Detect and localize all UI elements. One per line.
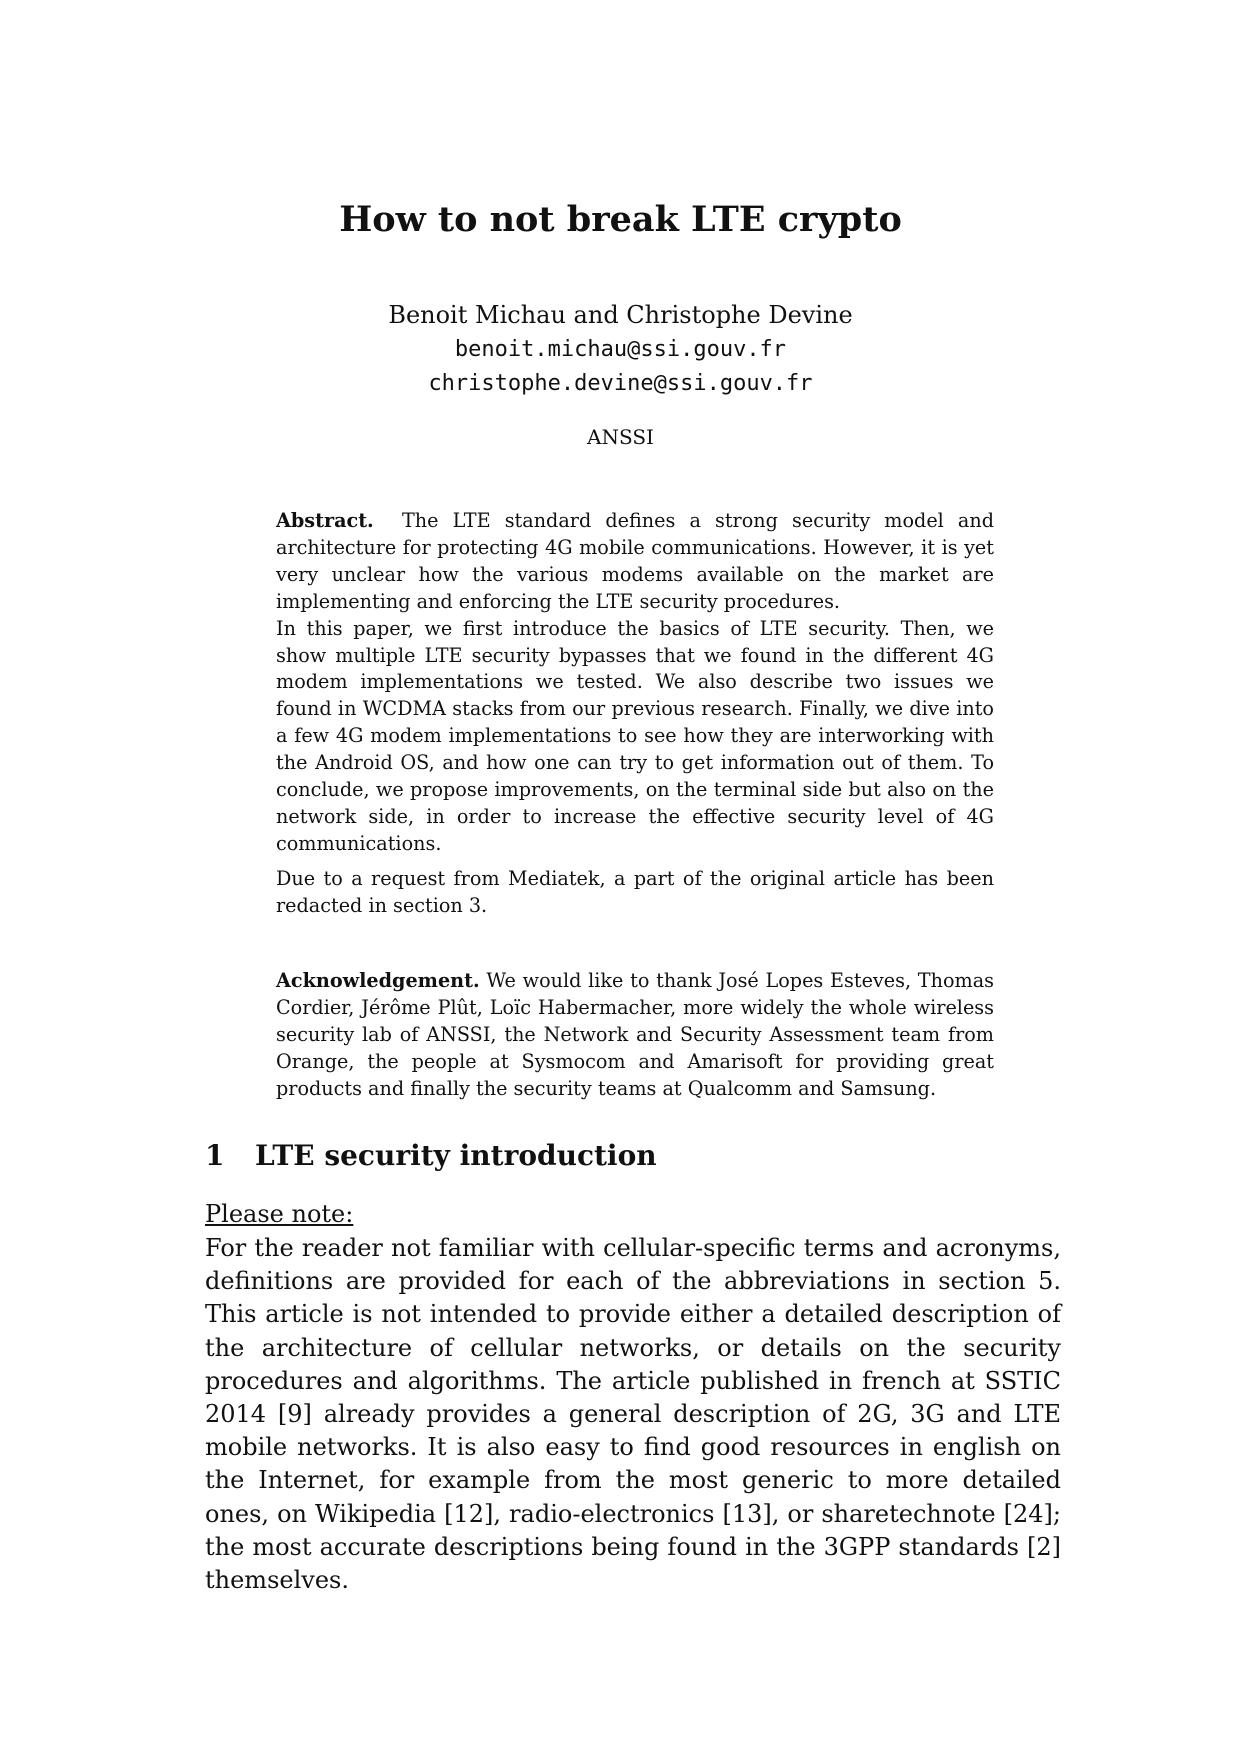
section-heading xyxy=(205,1138,657,1174)
abstract-paragraph-2: In this paper, we first introduce the basics of LTE security. Then, we show multiple LTE security bypasses that we found in the different 4G modem implementations we tested. We also describe two issues we found in WCDMA stacks from our previous research. Finally, we dive into a few 4G modem implementations to see how they are interworking with the Android OS, and how one can try to get information out of them. To conclude, we propose improvements, on the terminal side but also on the network side, in order to increase the effective security level of 4G communications. xyxy=(276,616,994,855)
abstract-paragraph-1 xyxy=(276,508,994,616)
affiliation: ANSSI xyxy=(587,425,654,449)
abstract-text-1: The LTE standard defines a strong security model and architecture for protecting 4G mobile communications. However, it is yet very unclear how the various modems available on the market are implementing and enforcing the LTE security procedures. xyxy=(276,509,995,613)
section-number: 1 xyxy=(205,1139,225,1172)
acknowledgement-block xyxy=(276,968,994,1103)
abstract-block xyxy=(276,508,994,920)
section-title: LTE security introduction xyxy=(255,1139,657,1172)
abstract-label: Abstract. xyxy=(276,509,374,532)
author-names: Benoit Michau and Christophe Devine xyxy=(388,301,853,329)
author-email-2: christophe.devine@ssi.gouv.fr xyxy=(428,371,813,396)
paper-title: How to not break LTE crypto xyxy=(339,199,902,240)
acknowledgement-text: We would like to thank José Lopes Esteves, Thomas Cordier, Jérôme Plût, Loïc Habermacher, more widely the whole wireless security lab of ANSSI, the Network and Security Assessment team from Orange, the people at Sysmocom and Amarisoft for providing great products and finally the security teams at Qualcomm and Samsung. xyxy=(276,969,994,1100)
author-email-1: benoit.michau@ssi.gouv.fr xyxy=(454,337,787,362)
acknowledgement-label: Acknowledgement. xyxy=(276,969,480,992)
section-body-text: For the reader not familiar with cellular-specific terms and acronyms, definitions are provided for each of the abbreviations in section 5. This article is not intended to provide either a detailed description of the architecture of cellular networks, or details on the security procedures and algorithms. The article published in french at SSTIC 2014 [9] already provides a general description of 2G, 3G and LTE mobile networks. It is also easy to find good resources in english on the Internet, for example from the most generic to more detailed ones, on Wikipedia [12], radio-electronics [13], or sharetechnote [24]; the most accurate descriptions being found in the 3GPP standards [2] themselves. xyxy=(205,1234,1061,1595)
note-label: Please note: xyxy=(205,1200,354,1228)
abstract-paragraph-3: Due to a request from Mediatek, a part of the original article has been redacted in section 3. xyxy=(276,866,994,917)
